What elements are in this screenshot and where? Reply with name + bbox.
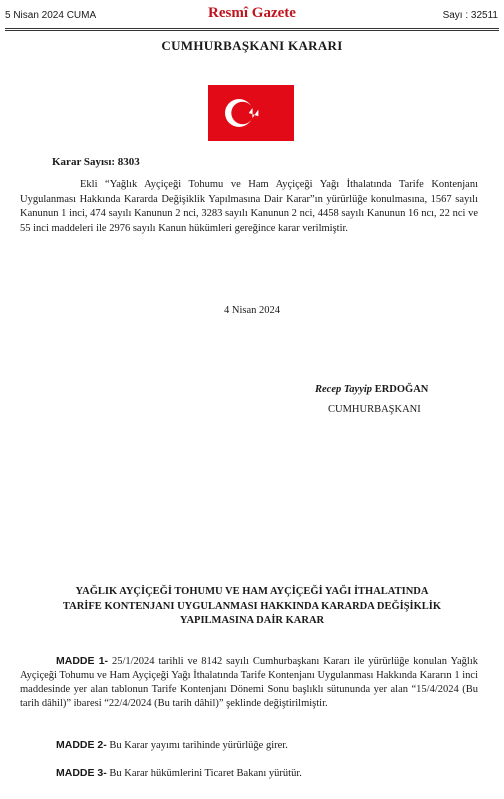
issue-number: Sayı : 32511 (442, 10, 498, 21)
issue-date: 5 Nisan 2024 CUMA (5, 10, 97, 21)
annex-title-line-1: YAĞLIK AYÇİÇEĞİ TOHUMU VE HAM AYÇİÇEĞİ YAĞI İTHALATINDA (75, 586, 429, 597)
decision-heading: CUMHURBAŞKANI KARARI (161, 38, 343, 53)
decision-body (20, 178, 478, 236)
annex-title-line-2: TARİFE KONTENJANI UYGULANMASI HAKKINDA KARARDA DEĞİŞİKLİK (62, 600, 442, 612)
article-1-text: 25/1/2024 tarihli ve 8142 sayılı Cumhurbaşkanı Kararı ile yürürlüğe konulan Yağlık Ayçiçeği Tohumu ve Ham Ayçiçeği Yağı İthalatında Tarife Kontenjanı Uygulanması Hakkında Kararın 1 inci maddesinde yer alan tablonun Tarife Kontenjanı Dönemi Sonu başlıklı sütununda yer alan “15/4/2024 (Bu tarih dâhil)” ibaresi “22/4/2024 (Bu tarih dâhil)” şeklinde değiştirilmiştir. (20, 656, 478, 709)
article-2-label: MADDE 2- (56, 739, 107, 751)
header-divider (5, 28, 499, 29)
header-divider-second (5, 30, 499, 31)
signatory-first-names: Recep Tayyip (315, 384, 375, 395)
article-2 (56, 739, 288, 751)
signatory-surname: ERDOĞAN (374, 384, 429, 395)
article-2-text: Bu Karar yayımı tarihinde yürürlüğe girer. (106, 740, 288, 751)
article-3-label: MADDE 3- (56, 767, 107, 779)
gazette-title: Resmî Gazete (208, 5, 296, 21)
turkish-flag-icon (208, 85, 294, 141)
decision-number: Karar Sayısı: 8303 (52, 156, 140, 168)
annex-title (20, 585, 484, 629)
gazette-header (0, 0, 504, 30)
decision-body-text: Ekli “Yağlık Ayçiçeği Tohumu ve Ham Ayçiçeği Yağı İthalatında Tarife Kontenjanı Uygulanması Hakkında Kararda Değişiklik Yapılmasına Dair Karar”ın yürürlüğe konulmasına, 1567 sayılı Kanunun 1 inci, 474 sayılı Kanunun 2 nci, 3283 sayılı Kanunun 2 nci, 4458 sayılı Kanunun 16 ncı, 22 nci ve 55 inci maddeleri ile 2976 sayılı Kanun hükümleri gereğince karar verilmiştir. (20, 179, 478, 234)
article-3 (56, 767, 302, 779)
decision-date: 4 Nisan 2024 (224, 305, 280, 316)
signatory-title: CUMHURBAŞKANI (328, 404, 421, 415)
article-1-label: MADDE 1- (56, 655, 109, 667)
article-1 (20, 654, 478, 711)
signatory-name (315, 384, 428, 395)
annex-title-line-3: YAPILMASINA DAİR KARAR (179, 615, 325, 626)
article-3-text: Bu Karar hükümlerini Ticaret Bakanı yürütür. (106, 768, 302, 779)
